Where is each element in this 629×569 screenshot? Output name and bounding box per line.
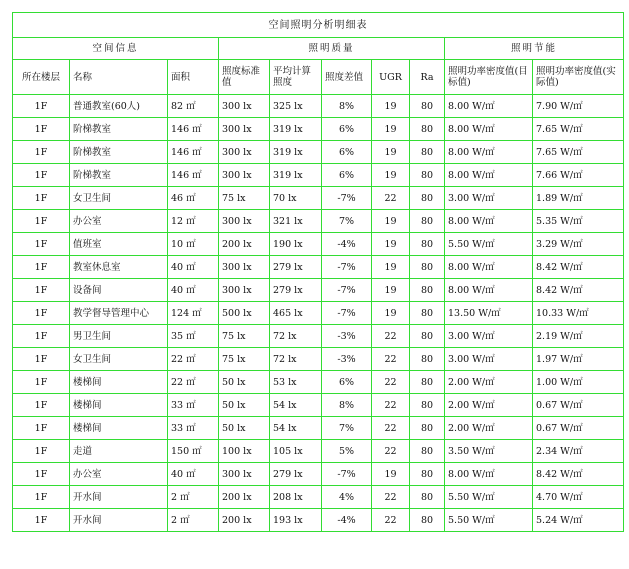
group-header-lighting-energy: 照明节能 <box>445 38 624 60</box>
cell-ugr: 19 <box>372 95 410 118</box>
cell-ra: 80 <box>410 440 445 463</box>
cell-illuminance-difference: 6% <box>322 164 372 187</box>
cell-illuminance-difference: 5% <box>322 440 372 463</box>
cell-lpd-target: 8.00 W/㎡ <box>445 256 533 279</box>
cell-ra: 80 <box>410 371 445 394</box>
cell-name: 女卫生间 <box>70 187 168 210</box>
cell-lpd-target: 5.50 W/㎡ <box>445 233 533 256</box>
cell-standard-illuminance: 300 lx <box>219 279 270 302</box>
table-row <box>13 95 624 118</box>
cell-ugr: 22 <box>372 440 410 463</box>
table-row <box>13 509 624 532</box>
cell-floor: 1F <box>13 210 70 233</box>
cell-area: 33 ㎡ <box>168 417 219 440</box>
cell-name: 阶梯教室 <box>70 164 168 187</box>
table-row <box>13 486 624 509</box>
cell-ugr: 22 <box>372 371 410 394</box>
cell-standard-illuminance: 300 lx <box>219 118 270 141</box>
column-header-floor: 所在楼层 <box>13 60 70 95</box>
cell-lpd-actual: 8.42 W/㎡ <box>533 279 624 302</box>
table-row <box>13 141 624 164</box>
cell-ra: 80 <box>410 118 445 141</box>
cell-illuminance-difference: -3% <box>322 348 372 371</box>
table-row <box>13 463 624 486</box>
cell-average-illuminance: 70 lx <box>270 187 322 210</box>
cell-illuminance-difference: 6% <box>322 141 372 164</box>
cell-name: 开水间 <box>70 486 168 509</box>
cell-illuminance-difference: 8% <box>322 394 372 417</box>
cell-average-illuminance: 279 lx <box>270 279 322 302</box>
cell-ra: 80 <box>410 417 445 440</box>
cell-lpd-target: 3.50 W/㎡ <box>445 440 533 463</box>
table-row <box>13 279 624 302</box>
cell-standard-illuminance: 50 lx <box>219 417 270 440</box>
cell-lpd-target: 5.50 W/㎡ <box>445 486 533 509</box>
cell-floor: 1F <box>13 509 70 532</box>
cell-area: 22 ㎡ <box>168 371 219 394</box>
cell-ugr: 19 <box>372 233 410 256</box>
cell-name: 楼梯间 <box>70 394 168 417</box>
cell-area: 2 ㎡ <box>168 486 219 509</box>
cell-average-illuminance: 279 lx <box>270 463 322 486</box>
cell-average-illuminance: 105 lx <box>270 440 322 463</box>
cell-lpd-actual: 0.67 W/㎡ <box>533 417 624 440</box>
cell-ra: 80 <box>410 302 445 325</box>
cell-name: 办公室 <box>70 463 168 486</box>
table-row <box>13 325 624 348</box>
column-header-lpd-target: 照明功率密度值(目标值) <box>445 60 533 95</box>
cell-lpd-actual: 0.67 W/㎡ <box>533 394 624 417</box>
cell-floor: 1F <box>13 348 70 371</box>
cell-ugr: 19 <box>372 164 410 187</box>
column-header-ugr: UGR <box>372 60 410 95</box>
cell-name: 值班室 <box>70 233 168 256</box>
cell-lpd-actual: 2.34 W/㎡ <box>533 440 624 463</box>
cell-ugr: 19 <box>372 118 410 141</box>
table-title: 空间照明分析明细表 <box>13 13 624 38</box>
cell-average-illuminance: 325 lx <box>270 95 322 118</box>
cell-ugr: 19 <box>372 210 410 233</box>
cell-ugr: 22 <box>372 486 410 509</box>
group-header-space-info: 空间信息 <box>13 38 219 60</box>
cell-name: 阶梯教室 <box>70 118 168 141</box>
table-row <box>13 256 624 279</box>
cell-lpd-actual: 8.42 W/㎡ <box>533 256 624 279</box>
cell-standard-illuminance: 75 lx <box>219 325 270 348</box>
column-header-lpd-actual: 照明功率密度值(实际值) <box>533 60 624 95</box>
cell-lpd-actual: 3.29 W/㎡ <box>533 233 624 256</box>
cell-ra: 80 <box>410 348 445 371</box>
cell-name: 普通教室(60人) <box>70 95 168 118</box>
cell-lpd-target: 3.00 W/㎡ <box>445 187 533 210</box>
cell-average-illuminance: 319 lx <box>270 118 322 141</box>
cell-floor: 1F <box>13 440 70 463</box>
cell-name: 教室休息室 <box>70 256 168 279</box>
cell-area: 12 ㎡ <box>168 210 219 233</box>
cell-ugr: 22 <box>372 325 410 348</box>
cell-average-illuminance: 54 lx <box>270 417 322 440</box>
table-row <box>13 440 624 463</box>
table-row <box>13 233 624 256</box>
cell-average-illuminance: 321 lx <box>270 210 322 233</box>
cell-illuminance-difference: -7% <box>322 279 372 302</box>
cell-illuminance-difference: 7% <box>322 210 372 233</box>
cell-standard-illuminance: 300 lx <box>219 210 270 233</box>
cell-average-illuminance: 465 lx <box>270 302 322 325</box>
cell-standard-illuminance: 100 lx <box>219 440 270 463</box>
cell-lpd-target: 2.00 W/㎡ <box>445 417 533 440</box>
cell-floor: 1F <box>13 302 70 325</box>
cell-standard-illuminance: 50 lx <box>219 394 270 417</box>
cell-floor: 1F <box>13 233 70 256</box>
cell-standard-illuminance: 300 lx <box>219 141 270 164</box>
cell-standard-illuminance: 300 lx <box>219 256 270 279</box>
cell-lpd-actual: 8.42 W/㎡ <box>533 463 624 486</box>
cell-ugr: 19 <box>372 302 410 325</box>
cell-ra: 80 <box>410 486 445 509</box>
cell-lpd-actual: 1.00 W/㎡ <box>533 371 624 394</box>
cell-lpd-target: 2.00 W/㎡ <box>445 371 533 394</box>
column-header-standard-illuminance: 照度标准值 <box>219 60 270 95</box>
cell-illuminance-difference: 6% <box>322 118 372 141</box>
column-header-name: 名称 <box>70 60 168 95</box>
cell-floor: 1F <box>13 463 70 486</box>
cell-name: 教学督导管理中心 <box>70 302 168 325</box>
cell-name: 女卫生间 <box>70 348 168 371</box>
cell-lpd-target: 8.00 W/㎡ <box>445 210 533 233</box>
cell-lpd-actual: 1.97 W/㎡ <box>533 348 624 371</box>
cell-ugr: 22 <box>372 187 410 210</box>
cell-ra: 80 <box>410 463 445 486</box>
cell-ra: 80 <box>410 95 445 118</box>
cell-floor: 1F <box>13 164 70 187</box>
cell-illuminance-difference: -3% <box>322 325 372 348</box>
cell-name: 楼梯间 <box>70 371 168 394</box>
cell-name: 男卫生间 <box>70 325 168 348</box>
cell-average-illuminance: 190 lx <box>270 233 322 256</box>
cell-area: 10 ㎡ <box>168 233 219 256</box>
cell-ugr: 19 <box>372 141 410 164</box>
cell-floor: 1F <box>13 371 70 394</box>
table-row <box>13 187 624 210</box>
cell-area: 146 ㎡ <box>168 141 219 164</box>
cell-name: 开水间 <box>70 509 168 532</box>
cell-name: 阶梯教室 <box>70 141 168 164</box>
cell-average-illuminance: 72 lx <box>270 325 322 348</box>
cell-lpd-actual: 5.35 W/㎡ <box>533 210 624 233</box>
cell-area: 124 ㎡ <box>168 302 219 325</box>
column-header-area: 面积 <box>168 60 219 95</box>
cell-floor: 1F <box>13 417 70 440</box>
cell-lpd-target: 8.00 W/㎡ <box>445 164 533 187</box>
cell-ra: 80 <box>410 394 445 417</box>
cell-standard-illuminance: 75 lx <box>219 348 270 371</box>
cell-area: 82 ㎡ <box>168 95 219 118</box>
cell-lpd-target: 2.00 W/㎡ <box>445 394 533 417</box>
cell-standard-illuminance: 300 lx <box>219 164 270 187</box>
cell-lpd-target: 13.50 W/㎡ <box>445 302 533 325</box>
cell-standard-illuminance: 300 lx <box>219 95 270 118</box>
cell-ugr: 19 <box>372 463 410 486</box>
cell-lpd-actual: 4.70 W/㎡ <box>533 486 624 509</box>
cell-lpd-target: 8.00 W/㎡ <box>445 141 533 164</box>
cell-average-illuminance: 193 lx <box>270 509 322 532</box>
table-row <box>13 118 624 141</box>
cell-average-illuminance: 72 lx <box>270 348 322 371</box>
cell-area: 22 ㎡ <box>168 348 219 371</box>
cell-illuminance-difference: 6% <box>322 371 372 394</box>
cell-illuminance-difference: 4% <box>322 486 372 509</box>
cell-lpd-actual: 7.65 W/㎡ <box>533 118 624 141</box>
cell-standard-illuminance: 200 lx <box>219 509 270 532</box>
cell-area: 40 ㎡ <box>168 463 219 486</box>
cell-lpd-target: 8.00 W/㎡ <box>445 118 533 141</box>
cell-ugr: 22 <box>372 394 410 417</box>
cell-ra: 80 <box>410 509 445 532</box>
cell-average-illuminance: 319 lx <box>270 164 322 187</box>
cell-name: 楼梯间 <box>70 417 168 440</box>
cell-illuminance-difference: -7% <box>322 187 372 210</box>
cell-floor: 1F <box>13 486 70 509</box>
table-row <box>13 417 624 440</box>
cell-average-illuminance: 319 lx <box>270 141 322 164</box>
cell-floor: 1F <box>13 279 70 302</box>
cell-ra: 80 <box>410 233 445 256</box>
cell-ra: 80 <box>410 164 445 187</box>
cell-ra: 80 <box>410 256 445 279</box>
cell-area: 33 ㎡ <box>168 394 219 417</box>
cell-area: 40 ㎡ <box>168 256 219 279</box>
cell-average-illuminance: 208 lx <box>270 486 322 509</box>
table-row <box>13 302 624 325</box>
cell-lpd-target: 8.00 W/㎡ <box>445 463 533 486</box>
cell-lpd-actual: 7.90 W/㎡ <box>533 95 624 118</box>
group-header-lighting-quality: 照明质量 <box>219 38 445 60</box>
cell-ugr: 22 <box>372 348 410 371</box>
cell-illuminance-difference: -7% <box>322 302 372 325</box>
cell-lpd-actual: 2.19 W/㎡ <box>533 325 624 348</box>
cell-area: 46 ㎡ <box>168 187 219 210</box>
cell-average-illuminance: 279 lx <box>270 256 322 279</box>
cell-area: 150 ㎡ <box>168 440 219 463</box>
cell-standard-illuminance: 50 lx <box>219 371 270 394</box>
cell-standard-illuminance: 75 lx <box>219 187 270 210</box>
cell-illuminance-difference: -7% <box>322 256 372 279</box>
cell-floor: 1F <box>13 95 70 118</box>
column-header-ra: Ra <box>410 60 445 95</box>
cell-area: 2 ㎡ <box>168 509 219 532</box>
cell-floor: 1F <box>13 118 70 141</box>
cell-ra: 80 <box>410 187 445 210</box>
table-row <box>13 164 624 187</box>
cell-lpd-target: 5.50 W/㎡ <box>445 509 533 532</box>
table-row <box>13 348 624 371</box>
cell-illuminance-difference: 7% <box>322 417 372 440</box>
cell-lpd-target: 3.00 W/㎡ <box>445 325 533 348</box>
cell-lpd-target: 8.00 W/㎡ <box>445 95 533 118</box>
cell-floor: 1F <box>13 394 70 417</box>
column-header-illuminance-difference: 照度差值 <box>322 60 372 95</box>
cell-ugr: 19 <box>372 279 410 302</box>
table-row <box>13 394 624 417</box>
cell-ugr: 19 <box>372 256 410 279</box>
cell-area: 146 ㎡ <box>168 164 219 187</box>
cell-area: 146 ㎡ <box>168 118 219 141</box>
cell-name: 走道 <box>70 440 168 463</box>
cell-average-illuminance: 53 lx <box>270 371 322 394</box>
cell-average-illuminance: 54 lx <box>270 394 322 417</box>
cell-illuminance-difference: -7% <box>322 463 372 486</box>
cell-lpd-actual: 10.33 W/㎡ <box>533 302 624 325</box>
cell-ra: 80 <box>410 325 445 348</box>
cell-ra: 80 <box>410 141 445 164</box>
cell-standard-illuminance: 500 lx <box>219 302 270 325</box>
cell-ra: 80 <box>410 279 445 302</box>
table-row <box>13 210 624 233</box>
cell-name: 办公室 <box>70 210 168 233</box>
cell-ugr: 22 <box>372 417 410 440</box>
cell-illuminance-difference: -4% <box>322 509 372 532</box>
cell-standard-illuminance: 300 lx <box>219 463 270 486</box>
cell-ra: 80 <box>410 210 445 233</box>
cell-floor: 1F <box>13 187 70 210</box>
cell-illuminance-difference: -4% <box>322 233 372 256</box>
cell-ugr: 22 <box>372 509 410 532</box>
cell-floor: 1F <box>13 325 70 348</box>
cell-lpd-actual: 7.66 W/㎡ <box>533 164 624 187</box>
cell-lpd-target: 3.00 W/㎡ <box>445 348 533 371</box>
cell-lpd-actual: 1.89 W/㎡ <box>533 187 624 210</box>
lighting-analysis-sheet <box>12 12 623 532</box>
lighting-analysis-table <box>12 12 624 532</box>
cell-standard-illuminance: 200 lx <box>219 486 270 509</box>
cell-floor: 1F <box>13 141 70 164</box>
column-header-average-illuminance: 平均计算照度 <box>270 60 322 95</box>
cell-illuminance-difference: 8% <box>322 95 372 118</box>
cell-area: 40 ㎡ <box>168 279 219 302</box>
cell-floor: 1F <box>13 256 70 279</box>
cell-lpd-actual: 5.24 W/㎡ <box>533 509 624 532</box>
cell-lpd-target: 8.00 W/㎡ <box>445 279 533 302</box>
cell-area: 35 ㎡ <box>168 325 219 348</box>
cell-standard-illuminance: 200 lx <box>219 233 270 256</box>
table-row <box>13 371 624 394</box>
cell-lpd-actual: 7.65 W/㎡ <box>533 141 624 164</box>
cell-name: 设备间 <box>70 279 168 302</box>
